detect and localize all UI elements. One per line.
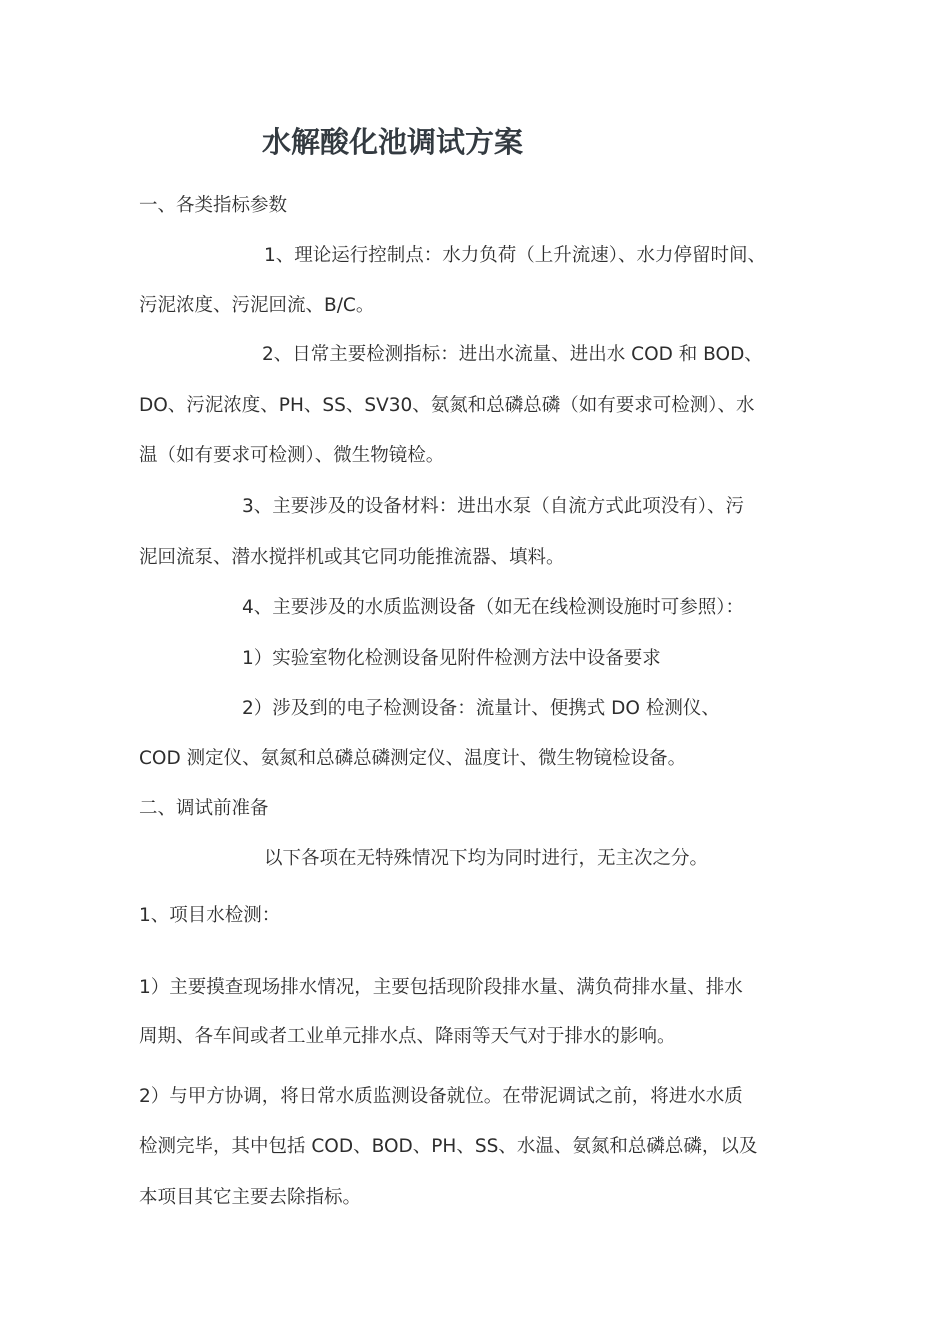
paragraph-line: 温（如有要求可检测）、微生物镜检。 [139, 445, 445, 466]
section-heading-1: 一、各类指标参数 [139, 195, 288, 216]
paragraph-line: 3、主要涉及的设备材料：进出水泵（自流方式此项没有）、污 [242, 496, 745, 517]
paragraph-line: 1）实验室物化检测设备见附件检测方法中设备要求 [242, 648, 661, 669]
paragraph-line: 2）涉及到的电子检测设备：流量计、便携式 DO 检测仪、 [242, 698, 720, 719]
paragraph-line: 检测完毕，其中包括 COD、BOD、PH、SS、水温、氨氮和总磷总磷，以及 [139, 1136, 758, 1157]
paragraph-line: 污泥浓度、污泥回流、B/C。 [139, 295, 375, 316]
document-title: 水解酸化池调试方案 [262, 125, 524, 159]
paragraph-line: 2、日常主要检测指标：进出水流量、进出水 COD 和 BOD、 [262, 344, 763, 365]
paragraph-line: DO、污泥浓度、PH、SS、SV30、氨氮和总磷总磷（如有要求可检测）、水 [139, 395, 755, 416]
paragraph-line: 1）主要摸查现场排水情况，主要包括现阶段排水量、满负荷排水量、排水 [139, 977, 743, 998]
subsection-heading: 1、项目水检测： [139, 905, 281, 926]
paragraph-line: 1、理论运行控制点：水力负荷（上升流速）、水力停留时间、 [264, 245, 767, 266]
paragraph-line: 本项目其它主要去除指标。 [139, 1187, 362, 1208]
paragraph-line: 2）与甲方协调，将日常水质监测设备就位。在带泥调试之前，将进水水质 [139, 1086, 743, 1107]
paragraph-line: 以下各项在无特殊情况下均为同时进行，无主次之分。 [264, 848, 709, 869]
paragraph-line: 4、主要涉及的水质监测设备（如无在线检测设施时可参照）： [242, 597, 745, 618]
section-heading-2: 二、调试前准备 [139, 798, 269, 819]
paragraph-line: COD 测定仪、氨氮和总磷总磷测定仪、温度计、微生物镜检设备。 [139, 748, 687, 769]
paragraph-line: 周期、各车间或者工业单元排水点、降雨等天气对于排水的影响。 [139, 1026, 676, 1047]
paragraph-line: 泥回流泵、潜水搅拌机或其它同功能推流器、填料。 [139, 547, 565, 568]
